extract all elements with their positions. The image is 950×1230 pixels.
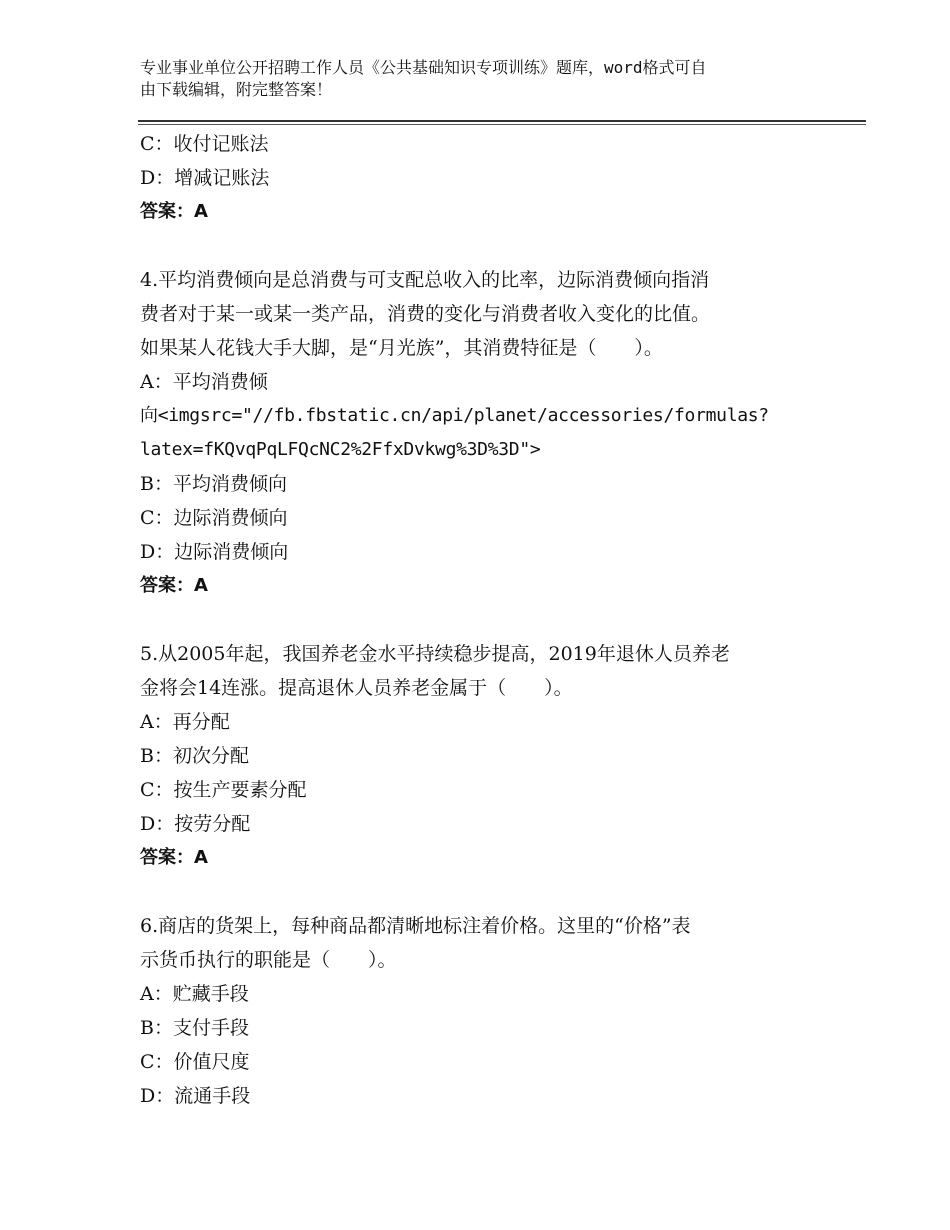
question-4 — [140, 263, 820, 603]
answer: 答案：A — [140, 847, 208, 868]
question-3-tail — [140, 127, 820, 229]
question-stem-line: 6.商店的货架上，每种商品都清晰地标注着价格。这里的“价格”表 — [140, 915, 691, 937]
question-6 — [140, 909, 820, 1113]
option-c: C：价值尺度 — [140, 1051, 250, 1073]
page-header — [140, 57, 820, 101]
option-d: D：增减记账法 — [140, 167, 270, 189]
question-stem-line: 4.平均消费倾向是总消费与可支配总收入的比率，边际消费倾向指消 — [140, 269, 710, 291]
option-c: C：收付记账法 — [140, 133, 269, 155]
option-b: B：平均消费倾向 — [140, 473, 287, 495]
spacer — [140, 875, 820, 909]
header-rule-thick — [138, 120, 866, 122]
question-stem-line: 5.从2005年起，我国养老金水平持续稳步提高，2019年退休人员养老 — [140, 643, 730, 665]
option-b: B：初次分配 — [140, 745, 249, 767]
spacer — [140, 229, 820, 263]
header-line-1: 专业事业单位公开招聘工作人员《公共基础知识专项训练》题库，word格式可自 — [140, 58, 707, 77]
option-a: A：贮藏手段 — [140, 983, 249, 1005]
option-d: D：流通手段 — [140, 1085, 251, 1107]
answer: 答案：A — [140, 201, 208, 222]
question-stem-line: 金将会14连涨。提高退休人员养老金属于（ ）。 — [140, 677, 573, 699]
option-d: D：按劳分配 — [140, 813, 251, 835]
header-line-2: 由下载编辑，附完整答案！ — [140, 80, 333, 99]
answer: 答案：A — [140, 575, 208, 596]
option-b: B：支付手段 — [140, 1017, 249, 1039]
option-d: D：边际消费倾向 — [140, 541, 289, 563]
spacer — [140, 603, 820, 637]
question-stem-line: 费者对于某一或某一类产品，消费的变化与消费者收入变化的比值。 — [140, 303, 711, 325]
document-body — [140, 127, 820, 1113]
option-a-continued: latex=fKQvqPqLFQcNC2%2FfxDvkwg%3D%3D"> — [140, 439, 541, 460]
option-a-continued: 向<imgsrc="//fb.fbstatic.cn/api/planet/accessories/formulas? — [140, 405, 769, 426]
option-a: A：再分配 — [140, 711, 230, 733]
header-rule-thin — [138, 124, 866, 125]
option-c: C：边际消费倾向 — [140, 507, 288, 529]
question-stem-line: 如果某人花钱大手大脚，是“月光族”，其消费特征是（ ）。 — [140, 337, 663, 359]
question-stem-line: 示货币执行的职能是（ ）。 — [140, 949, 397, 971]
question-5 — [140, 637, 820, 875]
option-a: A：平均消费倾 — [140, 371, 268, 393]
option-c: C：按生产要素分配 — [140, 779, 307, 801]
